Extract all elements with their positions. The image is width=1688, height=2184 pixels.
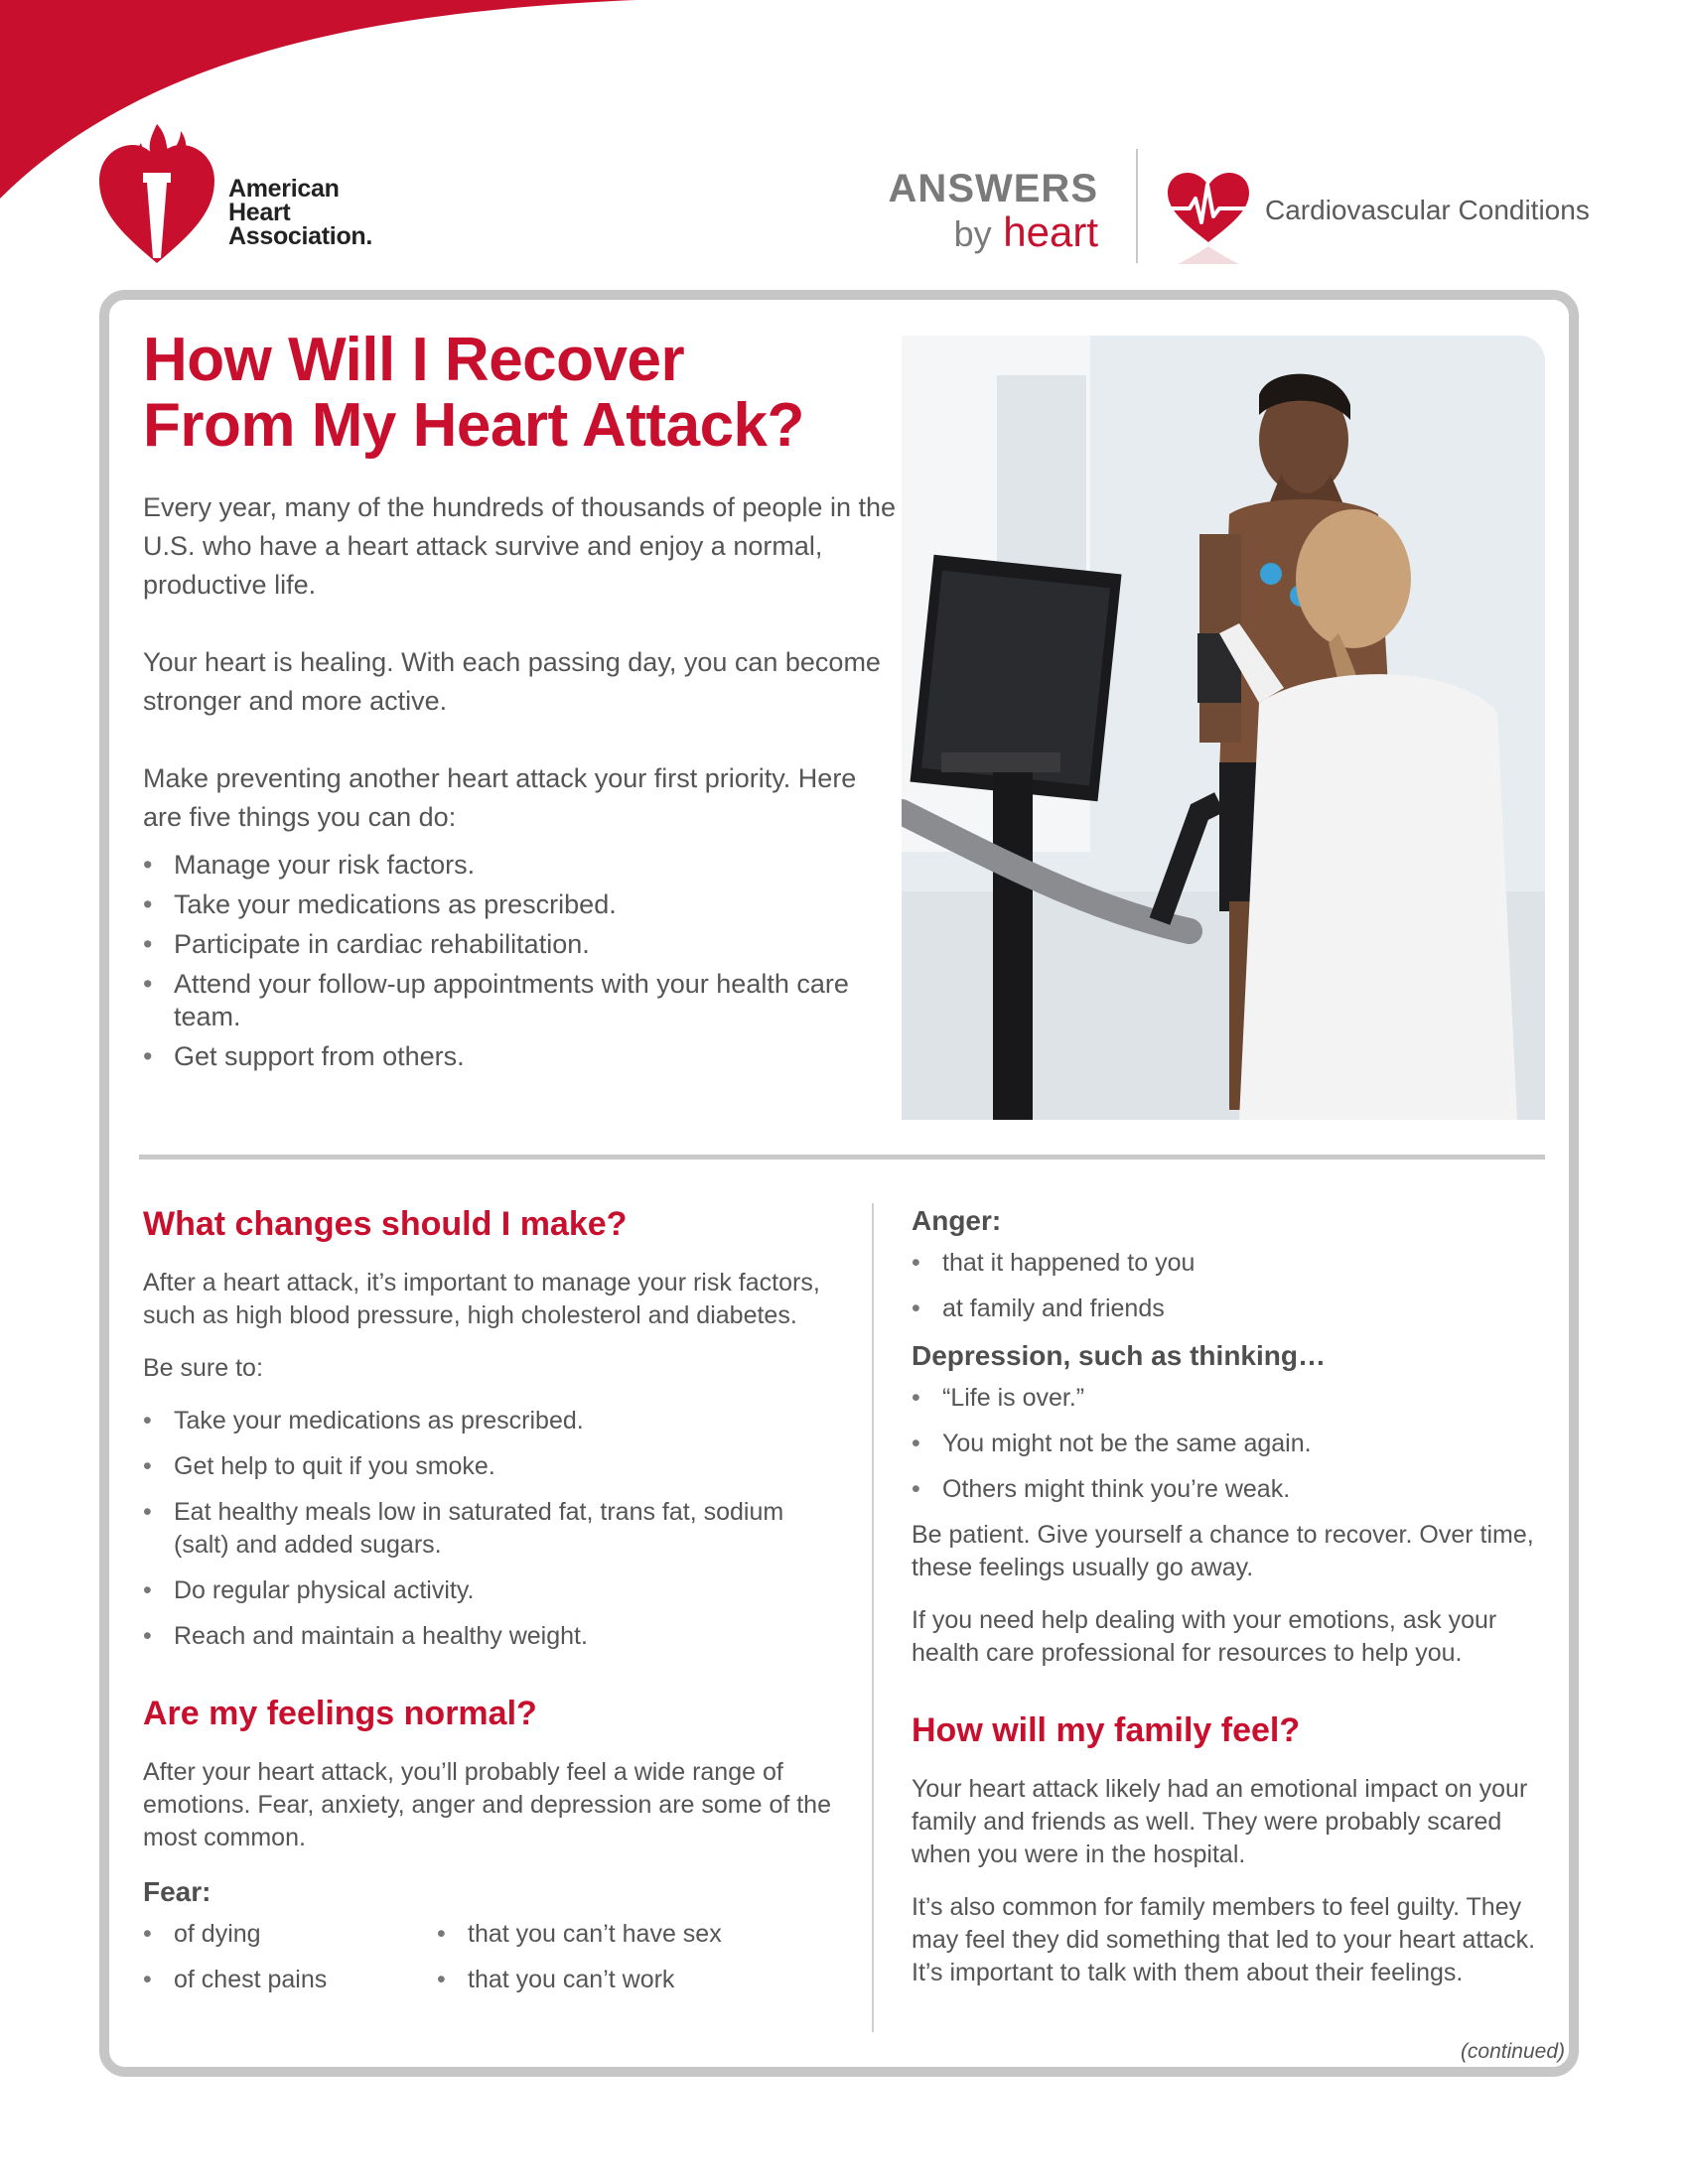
list-item: • You might not be the same again.	[912, 1428, 1547, 1460]
depression-list	[912, 1382, 1547, 1506]
list-item: • Others might think you’re weak.	[912, 1473, 1547, 1506]
section-heading-family: How will my family feel?	[912, 1711, 1301, 1749]
fear-heading: Fear:	[143, 1876, 211, 1907]
list-item: • Take your medications as prescribed.	[143, 888, 898, 921]
list-item: • of chest pains	[143, 1964, 437, 1996]
list-item: • Manage your risk factors.	[143, 849, 898, 882]
intro-section	[143, 488, 898, 1080]
feelings-paragraph: After your heart attack, you’ll probably feel a wide range of emotions. Fear, anxiety, anger and depression are some of the most common.	[143, 1758, 831, 1851]
header-divider	[1136, 149, 1138, 263]
section-divider	[139, 1155, 1545, 1160]
right-column	[912, 1203, 1547, 2009]
list-item: • that it happened to you	[912, 1247, 1547, 1280]
list-item: • Do regular physical activity.	[143, 1574, 838, 1607]
list-item: • Get support from others.	[143, 1040, 898, 1073]
aha-wordmark	[228, 177, 372, 248]
column-divider	[872, 1203, 874, 2032]
org-name-line: Heart	[228, 199, 291, 226]
left-column	[143, 1203, 838, 2009]
list-item: • Get help to quit if you smoke.	[143, 1450, 838, 1483]
heart-torch-icon	[97, 119, 216, 268]
category-label: Cardiovascular Conditions	[1265, 195, 1590, 225]
list-item: • that you can’t have sex	[437, 1918, 731, 1951]
depression-heading: Depression, such as thinking…	[912, 1340, 1326, 1371]
cardiac-stress-test-photo	[902, 336, 1545, 1120]
list-item: • that you can’t work	[437, 1964, 731, 1996]
list-item: • Reach and maintain a healthy weight.	[143, 1620, 838, 1653]
family-paragraph: It’s also common for family members to feel guilty. They may feel they did something that led to your heart attack. It’s important to talk with them about their feelings.	[912, 1893, 1536, 1986]
title-line: How Will I Recover	[143, 326, 685, 394]
help-paragraph: If you need help dealing with your emotions, ask your health care professional for resources to help you.	[912, 1606, 1497, 1667]
fear-list	[143, 1918, 838, 2009]
anger-list	[912, 1247, 1547, 1325]
photo-illustration	[902, 336, 1545, 1120]
list-item: • Take your medications as prescribed.	[143, 1405, 838, 1437]
intro-paragraph: Every year, many of the hundreds of thousands of people in the U.S. who have a heart attack survive and enjoy a normal, productive life.	[143, 492, 896, 600]
title-line: From My Heart Attack?	[143, 391, 804, 460]
intro-paragraph: Your heart is healing. With each passing day, you can become stronger and more active.	[143, 647, 881, 716]
org-name-line: American	[228, 175, 340, 203]
list-item: • “Life is over.”	[912, 1382, 1547, 1415]
changes-paragraph: After a heart attack, it’s important to manage your risk factors, such as high blood pressure, high cholesterol and diabetes.	[143, 1269, 820, 1329]
list-item: • Eat healthy meals low in saturated fat, trans fat, sodium (salt) and added sugars.	[143, 1496, 838, 1562]
list-item: • of dying	[143, 1918, 437, 1951]
list-item: • Attend your follow-up appointments with your health care team.	[143, 968, 898, 1033]
family-paragraph: Your heart attack likely had an emotional impact on your family and friends as well. They were probably scared when you were in the hospital.	[912, 1775, 1528, 1868]
org-name-line: Association.	[228, 222, 373, 250]
section-heading-changes: What changes should I make?	[143, 1205, 628, 1243]
patience-paragraph: Be patient. Give yourself a chance to recover. Over time, these feelings usually go away.	[912, 1521, 1534, 1581]
aha-logo	[97, 119, 395, 268]
changes-lead: Be sure to:	[143, 1354, 263, 1382]
heart-ekg-icon	[1164, 169, 1253, 268]
page-title	[143, 328, 898, 459]
changes-bullet-list	[143, 1405, 838, 1653]
fear-list-column	[437, 1918, 731, 2009]
continued-note: (continued)	[1460, 2040, 1565, 2063]
intro-paragraph: Make preventing another heart attack your first priority. Here are five things you can do:	[143, 763, 857, 832]
answers-by-heart-logo	[874, 167, 1098, 256]
section-heading-feelings: Are my feelings normal?	[143, 1695, 537, 1732]
list-item: • at family and friends	[912, 1293, 1547, 1325]
fear-list-column	[143, 1918, 437, 2009]
list-item: • Participate in cardiac rehabilitation.	[143, 928, 898, 961]
intro-bullet-list	[143, 849, 898, 1073]
anger-heading: Anger:	[912, 1205, 1002, 1236]
answers-wordmark: ANSWERS	[888, 167, 1098, 210]
by-heart-wordmark: by heart	[953, 208, 1098, 255]
